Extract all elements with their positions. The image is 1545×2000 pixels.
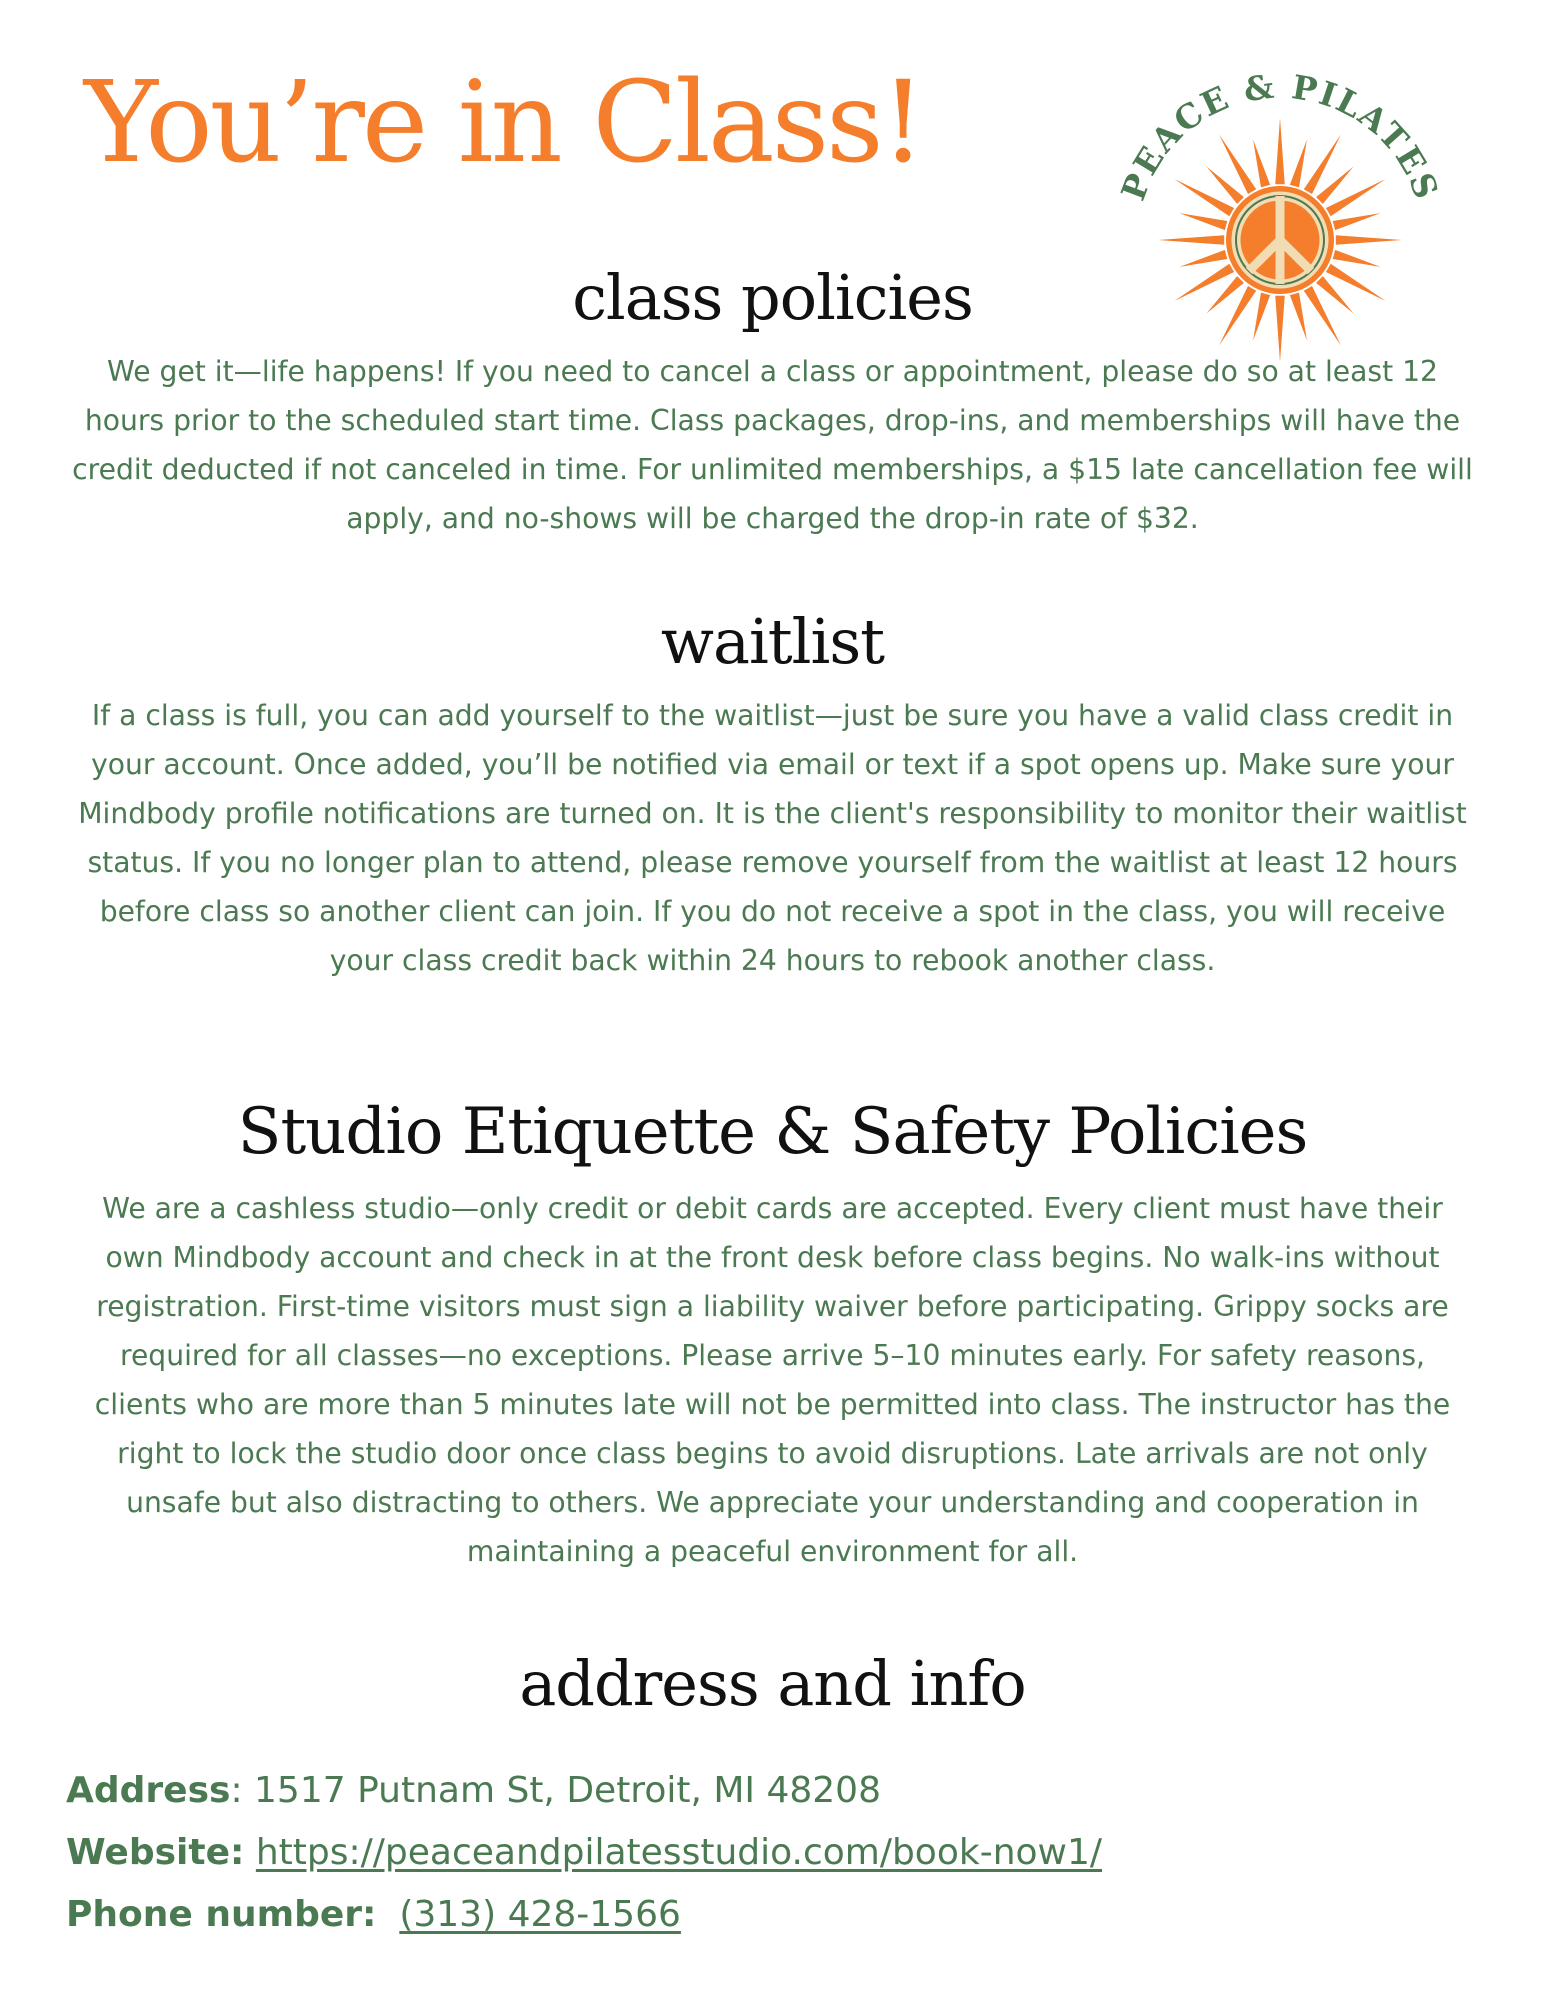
sun-ray-icon bbox=[1253, 140, 1270, 188]
logo-wordmark: PEACE & PILATES bbox=[1113, 66, 1447, 206]
class-policies-section bbox=[70, 262, 1475, 543]
studio-etiquette-text: We are a cashless studio—only credit or debit cards are accepted. Every client must have their own Mindbody account and check in at the front desk before class begins. No walk-ins without registration. First-time visitors must sign a liability waiver before participating. Grippy socks are required for all classes—no exceptions. Please arrive 5–10 minutes early. For safety reasons, clients who are more than 5 minutes late will not be permitted into class. The instructor has the right to lock the studio door once class begins to avoid disruptions. Late arrivals are not only unsafe but also distracting to others. We appreciate your understanding and cooperation in maintaining a peaceful environment for all. bbox=[94, 1191, 1451, 1568]
phone-row bbox=[66, 1884, 1102, 1946]
studio-etiquette-section bbox=[70, 1096, 1475, 1576]
contact-info-list bbox=[66, 1760, 1102, 1946]
address-row bbox=[66, 1760, 1102, 1822]
waitlist-text: If a class is full, you can add yourself to the waitlist—just be sure you have a valid class credit in your account. Once added, you’ll be notified via email or text if a spot opens up. Make sure your Mindbody profile notifications are turned on. It is the client's responsibility to monitor their waitlist status. If you no longer plan to attend, please remove yourself from the waitlist at least 12 hours before class so another client can join. If you do not receive a spot in the class, you will receive your class credit back within 24 hours to rebook another class. bbox=[78, 699, 1467, 978]
phone-label: Phone number: bbox=[66, 1894, 377, 1935]
sun-ray-icon bbox=[1180, 213, 1228, 230]
sun-ray-icon bbox=[1333, 213, 1381, 230]
sun-ray-icon bbox=[1290, 140, 1307, 188]
website-row bbox=[66, 1822, 1102, 1884]
sun-ray-icon bbox=[1158, 235, 1224, 245]
studio-etiquette-heading: Studio Etiquette & Safety Policies bbox=[237, 1095, 1308, 1169]
class-policies-text: We get it—life happens! If you need to cancel a class or appointment, please do so at least 12 hours prior to the scheduled start time. Class packages, drop-ins, and memberships will have the credit deducted if not canceled in time. For unlimited memberships, a $15 late cancellation fee will apply, and no-shows will be charged the drop-in rate of $32. bbox=[72, 355, 1473, 536]
address-value: : 1517 Putnam St, Detroit, MI 48208 bbox=[230, 1770, 881, 1811]
waitlist-heading: waitlist bbox=[660, 605, 885, 678]
page-headline: You’re in Class! bbox=[84, 58, 923, 188]
address-info-section bbox=[70, 1648, 1475, 1719]
class-policies-heading: class policies bbox=[572, 261, 973, 334]
sun-ray-icon bbox=[1275, 118, 1285, 184]
sun-ray-icon bbox=[1336, 235, 1402, 245]
website-link[interactable]: https://peaceandpilatesstudio.com/book-now1/ bbox=[255, 1832, 1103, 1873]
website-label: Website: bbox=[66, 1832, 245, 1873]
address-label: Address bbox=[66, 1770, 231, 1811]
address-info-heading: address and info bbox=[519, 1647, 1026, 1720]
phone-link[interactable]: (313) 428-1566 bbox=[399, 1894, 681, 1935]
waitlist-section bbox=[70, 606, 1475, 985]
